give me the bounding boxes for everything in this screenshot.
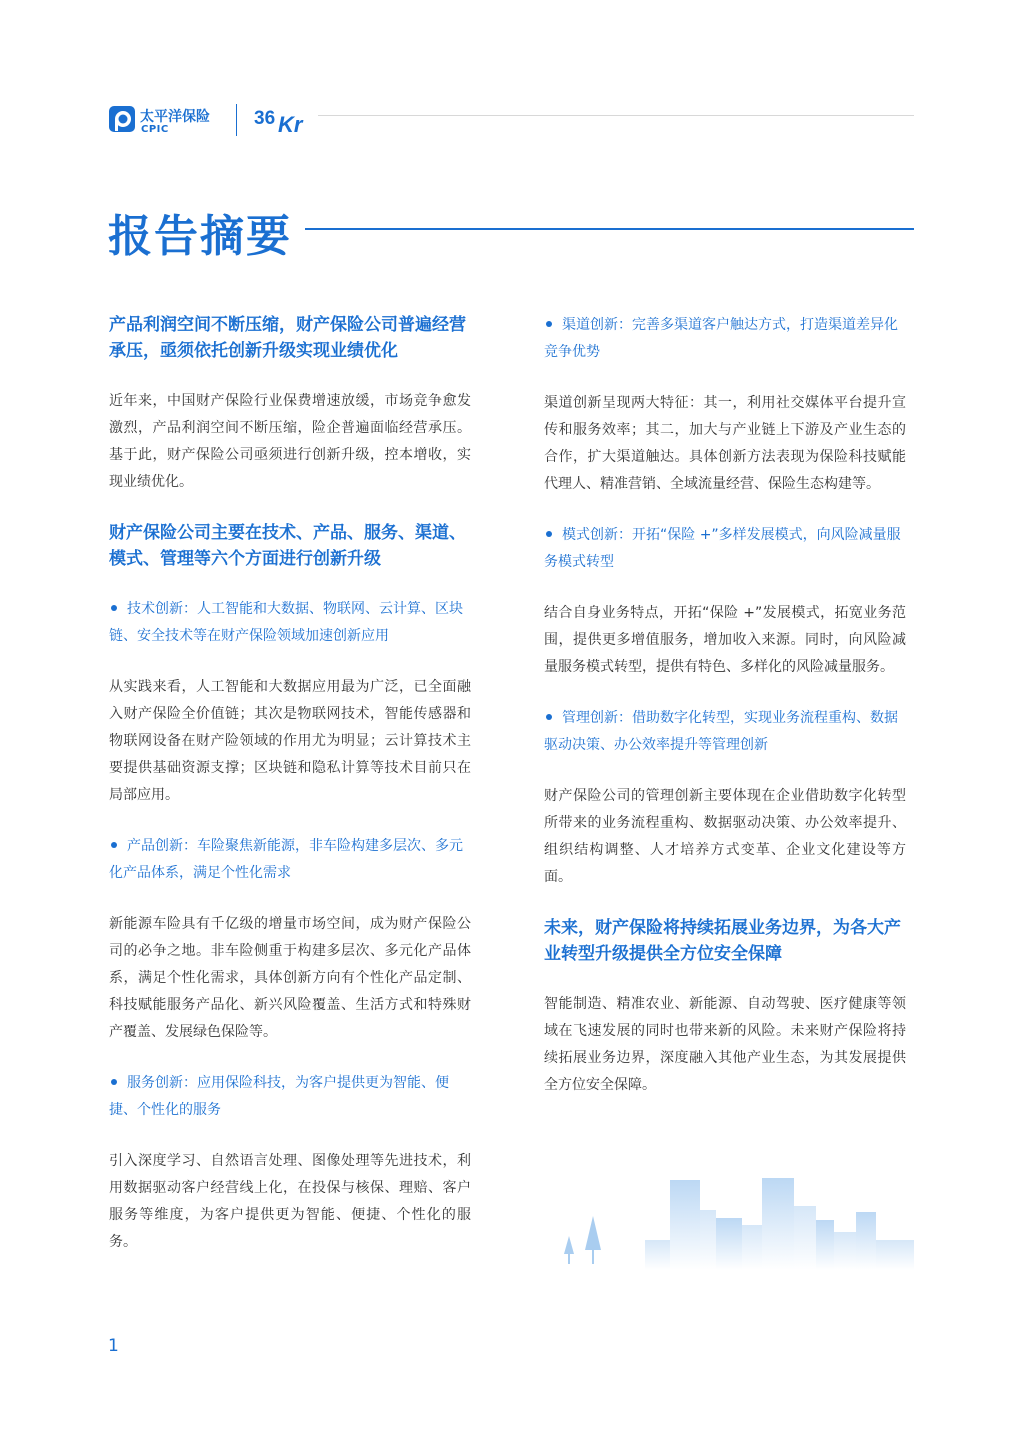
logo-text-en: CPIC [141,124,169,135]
cpic-logo [108,104,218,138]
logo-text-cn: 太平洋保险 [140,109,210,125]
36kr-logo-icon [254,102,314,138]
left-column [109,312,471,1280]
section-heading: 产品利润空间不断压缩，财产保险公司普遍经营承压，亟须依托创新升级实现业绩优化 [109,315,466,361]
bullet-dot-icon [111,1079,117,1085]
bullet-item [109,833,471,887]
bullet-dot-icon [111,842,117,848]
title-rule [305,228,914,230]
bullet-item [544,705,906,759]
paragraph: 从实践来看，人工智能和大数据应用最为广泛，已全面融入财产保险全价值链；其次是物联网技术，智能传感器和物联网设备在财产险领域的作用尤为明显；云计算技术主要提供基础资源支撑；区块链和隐私计算等技术目前只在局部应用。 [109,679,471,803]
svg-text:36: 36 [254,108,276,129]
bullet-text: 产品创新：车险聚焦新能源，非车险构建多层次、多元化产品体系，满足个性化需求 [109,838,463,881]
bullet-item [544,522,906,576]
paragraph: 财产保险公司的管理创新主要体现在企业借助数字化转型所带来的业务流程重构、数据驱动决策、办公效率提升、组织结构调整、人才培养方式变革、企业文化建设等方面。 [544,788,906,885]
city-skyline-illustration [550,1170,914,1270]
section-heading: 未来，财产保险将持续拓展业务边界，为各大产业转型升级提供全方位安全保障 [544,918,901,964]
paragraph: 结合自身业务特点，开拓“保险 +”发展模式，拓宽业务范围，提供更多增值服务，增加收入来源。同时，向风险减量服务模式转型，提供有特色、多样化的风险减量服务。 [544,605,906,675]
page-number: 1 [108,1336,119,1356]
bullet-text: 渠道创新：完善多渠道客户触达方式，打造渠道差异化竞争优势 [544,317,898,360]
bullet-dot-icon [546,714,552,720]
bullet-dot-icon [111,605,117,611]
paragraph: 新能源车险具有千亿级的增量市场空间，成为财产保险公司的必争之地。非车险侧重于构建多层次、多元化产品体系，满足个性化需求，具体创新方向有个性化产品定制、科技赋能服务产品化、新兴风险覆盖、生活方式和特殊财产覆盖、发展绿色保险等。 [109,916,471,1040]
right-column [544,312,906,1123]
paragraph: 渠道创新呈现两大特征：其一，利用社交媒体平台提升宣传和服务效率；其二，加大与产业链上下游及产业生态的合作，扩大渠道触达。具体创新方法表现为保险科技赋能代理人、精准营销、全域流量经营、保险生态构建等。 [544,395,906,492]
paragraph: 近年来，中国财产保险行业保费增速放缓，市场竞争愈发激烈，产品利润空间不断压缩，险企普遍面临经营承压。基于此，财产保险公司亟须进行创新升级，控本增收，实现业绩优化。 [109,393,471,490]
bullet-item [109,1070,471,1124]
paragraph: 智能制造、精准农业、新能源、自动驾驶、医疗健康等领域在飞速发展的同时也带来新的风险。未来财产保险将持续拓展业务边界，深度融入其他产业生态，为其发展提供全方位安全保障。 [544,996,906,1093]
bullet-item [544,312,906,366]
cpic-logo-icon [108,105,138,135]
section-heading: 财产保险公司主要在技术、产品、服务、渠道、模式、管理等六个方面进行创新升级 [109,523,466,569]
bullet-text: 服务创新：应用保险科技，为客户提供更为智能、便捷、个性化的服务 [109,1075,449,1118]
bullet-dot-icon [546,531,552,537]
bullet-text: 技术创新：人工智能和大数据、物联网、云计算、区块链、安全技术等在财产保险领域加速创新应用 [109,601,463,644]
logo-divider [236,104,237,136]
page-title: 报告摘要 [108,211,292,262]
svg-text:Kr: Kr [278,112,303,137]
bullet-text: 管理创新：借助数字化转型，实现业务流程重构、数据驱动决策、办公效率提升等管理创新 [544,710,898,753]
paragraph: 引入深度学习、自然语言处理、图像处理等先进技术，利用数据驱动客户经营线上化，在投保与核保、理赔、客户服务等维度，为客户提供更为智能、便捷、个性化的服务。 [109,1153,471,1250]
bullet-item [109,596,471,650]
tree-icon [564,1216,601,1264]
bullet-text: 模式创新：开拓“保险 +”多样发展模式，向风险减量服务模式转型 [544,527,901,570]
bullet-dot-icon [546,321,552,327]
header-rule [318,115,914,116]
page-header [108,100,914,140]
